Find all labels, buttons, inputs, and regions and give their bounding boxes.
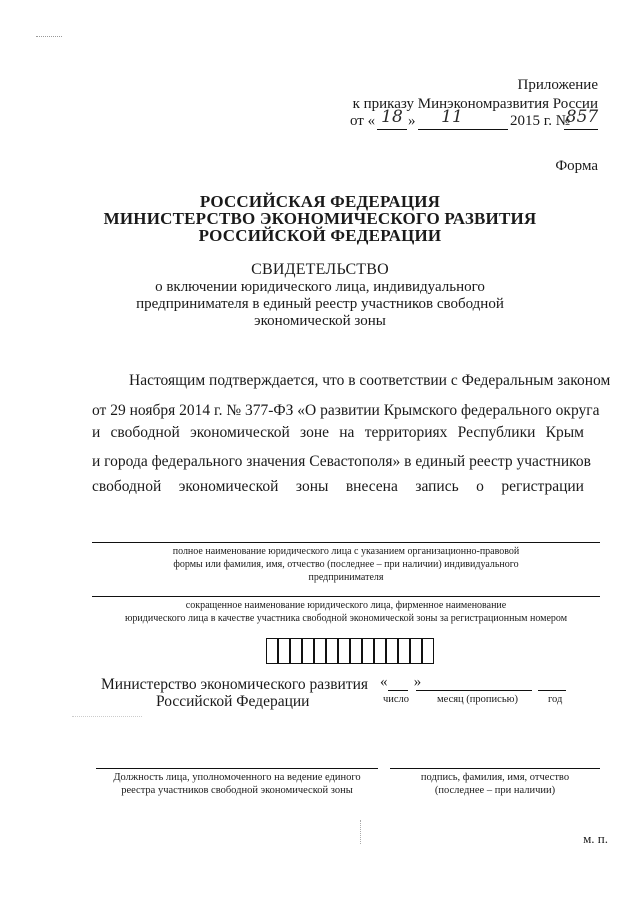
- reg-digit-box: [362, 638, 374, 664]
- body-line-2: от 29 ноября 2014 г. № 377-ФЗ «О развитии Крымского федерального округа: [92, 402, 600, 419]
- short-name-caption-2: юридического лица в качестве участника свободной экономической зоны за регистрационным номером: [124, 613, 568, 624]
- position-caption-2: реестра участников свободной экономической зоны: [121, 785, 353, 796]
- reg-digit-box: [278, 638, 290, 664]
- date-prefix: от «: [350, 113, 376, 129]
- body-line-3: [92, 423, 584, 443]
- word: зоны: [295, 478, 329, 495]
- header-line-3: РОССИЙСКОЙ ФЕДЕРАЦИИ: [198, 226, 442, 245]
- reg-digit-box: [350, 638, 362, 664]
- reg-digit-box: [326, 638, 338, 664]
- reg-digit-box: [422, 638, 434, 664]
- handwritten-day: 18: [381, 107, 403, 127]
- word: Республики: [457, 424, 536, 441]
- year-label: год: [548, 694, 563, 705]
- reg-digit-box: [290, 638, 302, 664]
- certificate-sub-1: о включении юридического лица, индивидуального: [155, 279, 485, 295]
- appendix-title: Приложение: [517, 77, 598, 93]
- full-name-caption-3: предпринимателя: [308, 572, 384, 583]
- date-mid: »: [408, 113, 416, 129]
- word: экономической: [190, 424, 290, 441]
- reg-digit-box: [266, 638, 278, 664]
- word: свободной: [92, 478, 162, 495]
- appendix-order-ref: к приказу Минэкономразвития России: [352, 96, 598, 112]
- reg-digit-box: [374, 638, 386, 664]
- reg-digit-box: [314, 638, 326, 664]
- header-line-2: МИНИСТЕРСТВО ЭКОНОМИЧЕСКОГО РАЗВИТИЯ: [103, 209, 537, 228]
- word: зоне: [300, 424, 330, 441]
- signature-line: [390, 768, 600, 769]
- word: свободной: [110, 424, 180, 441]
- position-line: [96, 768, 378, 769]
- reg-digit-box: [398, 638, 410, 664]
- short-name-line: [92, 596, 600, 597]
- word: территориях: [364, 424, 448, 441]
- word: и: [92, 424, 101, 441]
- certificate-title: СВИДЕТЕЛЬСТВО: [251, 261, 389, 278]
- day-label: число: [383, 694, 410, 705]
- reg-digit-box: [386, 638, 398, 664]
- certificate-sub-2: предпринимателя в единый реестр участников свободной: [136, 296, 504, 312]
- certificate-sub-3: экономической зоны: [254, 313, 386, 329]
- year-suffix: 2015 г. №: [510, 113, 571, 129]
- full-name-caption-1: полное наименование юридического лица с указанием организационно-правовой: [172, 546, 520, 557]
- word: о: [476, 478, 484, 495]
- date-quotes: « »: [380, 674, 422, 690]
- header-line-1: РОССИЙСКАЯ ФЕДЕРАЦИЯ: [199, 192, 441, 211]
- body-line-5: [92, 477, 584, 497]
- reg-digit-box: [338, 638, 350, 664]
- word: регистрации: [501, 478, 584, 495]
- scan-speck: [72, 716, 142, 719]
- reg-digit-box: [410, 638, 422, 664]
- handwritten-month: 11: [441, 107, 463, 127]
- word: на: [339, 424, 355, 441]
- position-caption-1: Должность лица, уполномоченного на ведение единого: [113, 772, 361, 783]
- reg-digit-box: [302, 638, 314, 664]
- body-line-4: и города федерального значения Севастополя» в единый реестр участников: [92, 453, 591, 470]
- ministry-line-2: Российской Федерации: [156, 693, 310, 710]
- scan-speck: [36, 36, 62, 39]
- word: внесена: [345, 478, 398, 495]
- ministry-line-1: Министерство экономического развития: [101, 676, 369, 693]
- scan-speck: [360, 820, 363, 844]
- form-label: Форма: [555, 158, 598, 174]
- short-name-caption-1: сокращенное наименование юридического лица, фирменное наименование: [185, 600, 507, 611]
- month-label: месяц (прописью): [437, 694, 518, 705]
- full-name-line: [92, 542, 600, 543]
- word: экономической: [178, 478, 279, 495]
- appendix-date-line: [350, 107, 600, 134]
- word: Крым: [545, 424, 584, 441]
- seal-label: м. п.: [583, 831, 608, 846]
- signature-caption-2: (последнее – при наличии): [434, 785, 556, 796]
- body-line-1: Настоящим подтверждается, что в соответствии с Федеральным законом: [129, 372, 611, 389]
- word: запись: [415, 478, 459, 495]
- handwritten-number: 857: [565, 107, 599, 127]
- signature-caption-1: подпись, фамилия, имя, отчество: [420, 772, 570, 783]
- full-name-caption-2: формы или фамилия, имя, отчество (последнее – при наличии) индивидуального: [173, 559, 519, 570]
